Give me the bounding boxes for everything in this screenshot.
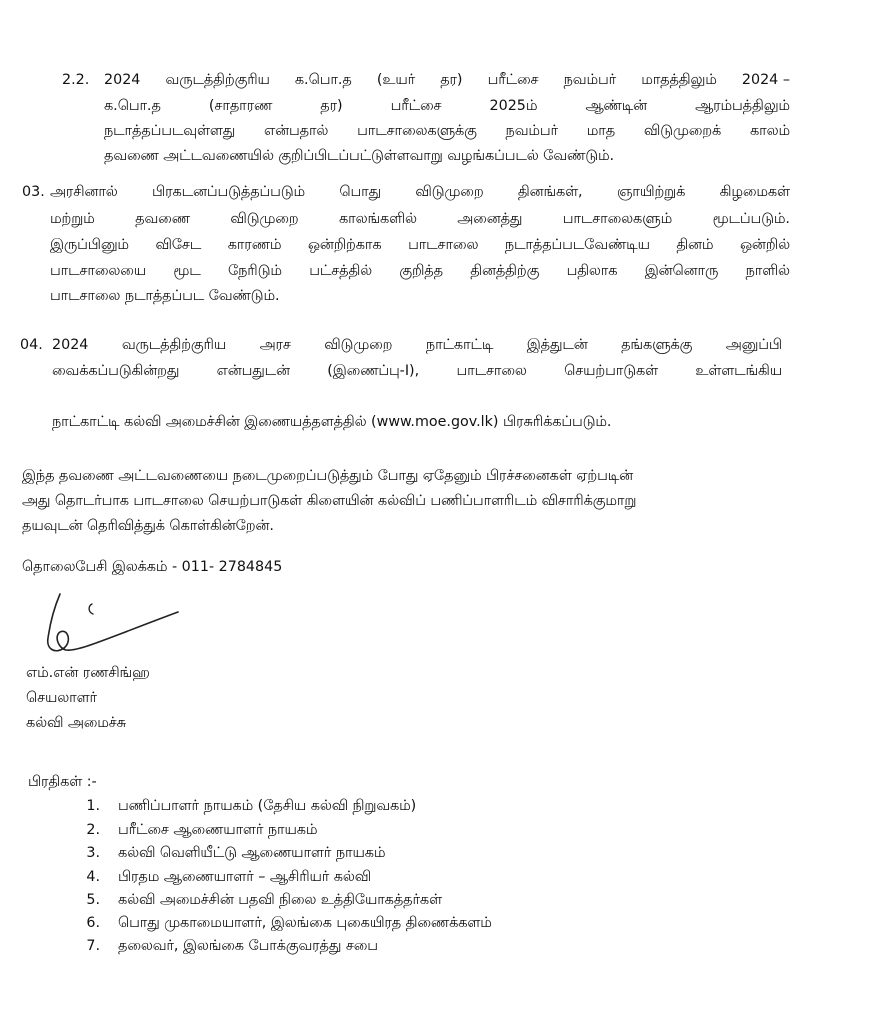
section-number: 2.2.: [62, 72, 90, 88]
paragraph-line: இந்த தவணை அட்டவணையை நடைமுறைப்படுத்தும் போது ஏதேனும் பிரச்சனைகள் ஏற்படின்: [22, 468, 634, 484]
paragraph-line: க.பொ.த (சாதாரண தர) பரீட்சை 2025ம் ஆண்டின் ஆரம்பத்திலும்: [104, 98, 790, 114]
paragraph-line: அரசினால் பிரகடனப்படுத்தப்படும் பொது விடுமுறை தினங்கள், ஞாயிற்றுக் கிழமைகள்: [50, 184, 790, 200]
list-item: 3. கல்வி வெளியீட்டு ஆணையாளர் நாயகம்: [86, 845, 386, 861]
paragraph-line: 2024 வருடத்திற்குரிய க.பொ.த (உயர் தர) பரீட்சை நவம்பர் மாதத்திலும் 2024 –: [104, 72, 790, 88]
list-item: 2. பரீட்சை ஆணையாளர் நாயகம்: [86, 822, 318, 838]
paragraph-line: பாடசாலை நடாத்தப்பட வேண்டும்.: [50, 288, 280, 304]
paragraph-line: தவணை அட்டவணையில் குறிப்பிடப்பட்டுள்ளவாறு வழங்கப்படல் வேண்டும்.: [104, 148, 615, 164]
paragraph-line: இருப்பினும் விசேட காரணம் ஒன்றிற்காக பாடசாலை நடாத்தப்படவேண்டிய தினம் ஒன்றில்: [50, 237, 790, 253]
list-item: 7. தலைவர், இலங்கை போக்குவரத்து சபை: [86, 938, 378, 954]
list-item: 6. பொது முகாமையாளர், இலங்கை புகையிரத திணைக்களம்: [86, 915, 492, 931]
signatory-ministry: கல்வி அமைச்சு: [26, 715, 126, 731]
paragraph-line: பாடசாலையை மூட நேரிடும் பட்சத்தில் குறித்த தினத்திற்கு பதிலாக இன்னொரு நாளில்: [50, 263, 790, 279]
telephone-number: தொலைபேசி இலக்கம் - 011- 2784845: [22, 559, 283, 575]
signatory-title: செயலாளர்: [26, 690, 98, 706]
paragraph-line: 2024 வருடத்திற்குரிய அரச விடுமுறை நாட்காட்டி இத்துடன் தங்களுக்கு அனுப்பி: [52, 337, 782, 353]
signatory-name: எம்.என் ரணசிங்ஹ: [26, 665, 150, 681]
list-item: 4. பிரதம ஆணையாளர் – ஆசிரியர் கல்வி: [86, 869, 372, 885]
paragraph-line: தயவுடன் தெரிவித்துக் கொள்கின்றேன்.: [22, 518, 274, 534]
paragraph-line: வைக்கப்படுகின்றது என்பதுடன் (இணைப்பு-I), பாடசாலை செயற்பாடுகள் உள்ளடங்கிய: [52, 363, 782, 379]
list-item: 5. கல்வி அமைச்சின் பதவி நிலை உத்தியோகத்தர்கள்: [86, 892, 442, 908]
list-item: 1. பணிப்பாளர் நாயகம் (தேசிய கல்வி நிறுவகம்): [86, 798, 417, 814]
copies-heading: பிரதிகள் :-: [28, 774, 97, 790]
paragraph-line: நாட்காட்டி கல்வி அமைச்சின் இணையத்தளத்தில் (www.moe.gov.lk) பிரசுரிக்கப்படும்.: [52, 414, 612, 430]
section-number: 04.: [20, 337, 43, 353]
paragraph-line: அது தொடர்பாக பாடசாலை செயற்பாடுகள் கிளையின் கல்விப் பணிப்பாளரிடம் விசாரிக்குமாறு: [22, 493, 637, 509]
section-number: 03.: [22, 184, 45, 200]
paragraph-line: மற்றும் தவணை விடுமுறை காலங்களில் அனைத்து பாடசாலைகளும் மூடப்படும்.: [50, 211, 790, 227]
paragraph-line: நடாத்தப்படவுள்ளது என்பதால் பாடசாலைகளுக்கு நவம்பர் மாத விடுமுறைக் காலம்: [104, 123, 790, 139]
signature: [38, 588, 198, 660]
